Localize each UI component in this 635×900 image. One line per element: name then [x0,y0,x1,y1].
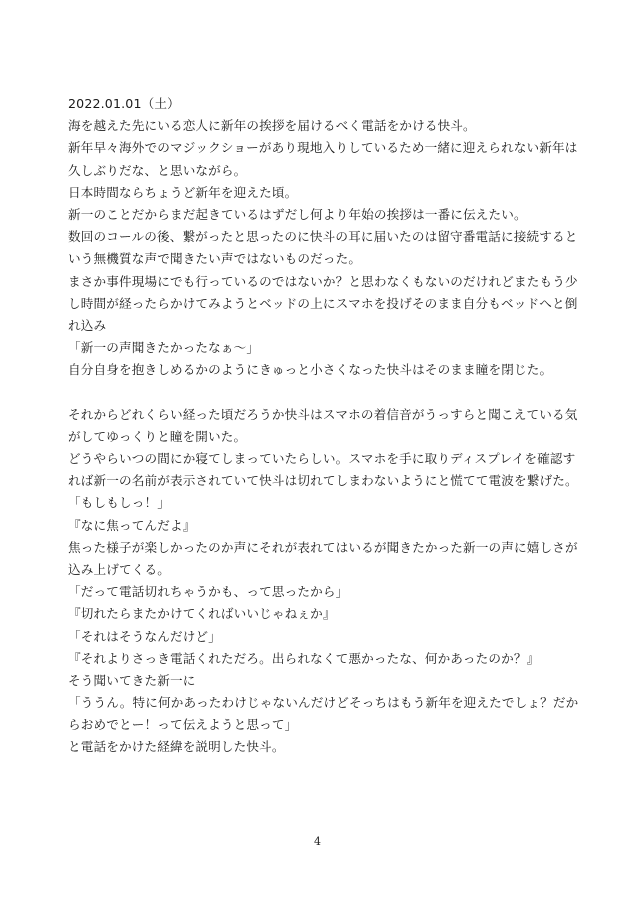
text-line: 新年早々海外でのマジックショーがあり現地入りしているため一緒に迎えられない新年は [68,140,578,156]
text-line: そう聞いてきた新一に [68,672,196,688]
body-text [68,93,579,759]
text-line: 「もしもしっ！」 [68,495,170,511]
text-line: 自分自身を抱きしめるかのようにきゅっと小さくなった快斗はそのまま瞳を閉じた。 [68,362,553,378]
text-line: どうやらいつの間にか寝てしまっていたらしい。スマホを手に取りディスプレイを確認す [68,451,576,466]
text-line: 久しぶりだな、と思いながら。 [68,162,247,178]
text-line: し時間が経ったらかけてみようとベッドの上にスマホを投げそのまま自分もベッドへと倒 [68,295,578,311]
page-number: 4 [314,835,321,848]
text-line: 日本時間ならちょうど新年を迎えた頃。 [68,184,298,200]
text-line: 『なに焦ってんだよ』 [68,517,196,533]
text-line: がしてゆっくりと瞳を開いた。 [68,428,247,444]
blank-line [68,381,568,403]
text-line: 2022.01.01（土） [68,96,180,111]
text-line: 「だって電話切れちゃうかも、って思ったから」 [68,584,349,600]
text-line: 「ううん。特に何かあったわけじゃないんだけどそっちはもう新年を迎えたでしょ？だか [68,695,579,711]
text-line: いう無機質な声で聞きたい声ではないものだった。 [68,251,362,267]
text-line: れば新一の名前が表示されていて快斗は切れてしまわないようにと慌てて電波を繋げた。 [68,473,578,489]
text-line: 『切れたらまたかけてくればいいじゃねぇか』 [68,606,336,622]
text-line: 数回のコールの後、繋がったと思ったのに快斗の耳に届いたのは留守番電話に接続すると [68,229,578,245]
text-line: 「それはそうなんだけど」 [68,628,221,644]
text-line: 新一のことだからまだ起きているはずだし何より年始の挨拶は一番に伝えたい。 [68,206,527,222]
text-line: まさか事件現場にでも行っているのではないか？と思わなくもないのだけれどまたもう少 [68,273,578,289]
text-line: と電話をかけた経緯を説明した快斗。 [68,739,285,755]
text-line: 『それよりさっき電話くれただろ。出られなくて悪かったな、何かあったのか？』 [68,650,540,666]
text-line: それからどれくらい経った頃だろうか快斗はスマホの着信音がうっすらと聞こえている気 [68,406,578,422]
text-line: 込み上げてくる。 [68,561,170,577]
text-line: らおめでとー！って伝えようと思って」 [68,717,298,733]
text-line: 焦った様子が楽しかったのか声にそれが表れてはいるが聞きたかった新一の声に嬉しさが [68,539,578,555]
text-line: 「新一の声聞きたかったなぁ〜」 [68,340,260,356]
text-line: れ込み [68,317,107,333]
text-line: 海を越えた先にいる恋人に新年の挨拶を届けるべく電話をかける快斗。 [68,118,476,134]
